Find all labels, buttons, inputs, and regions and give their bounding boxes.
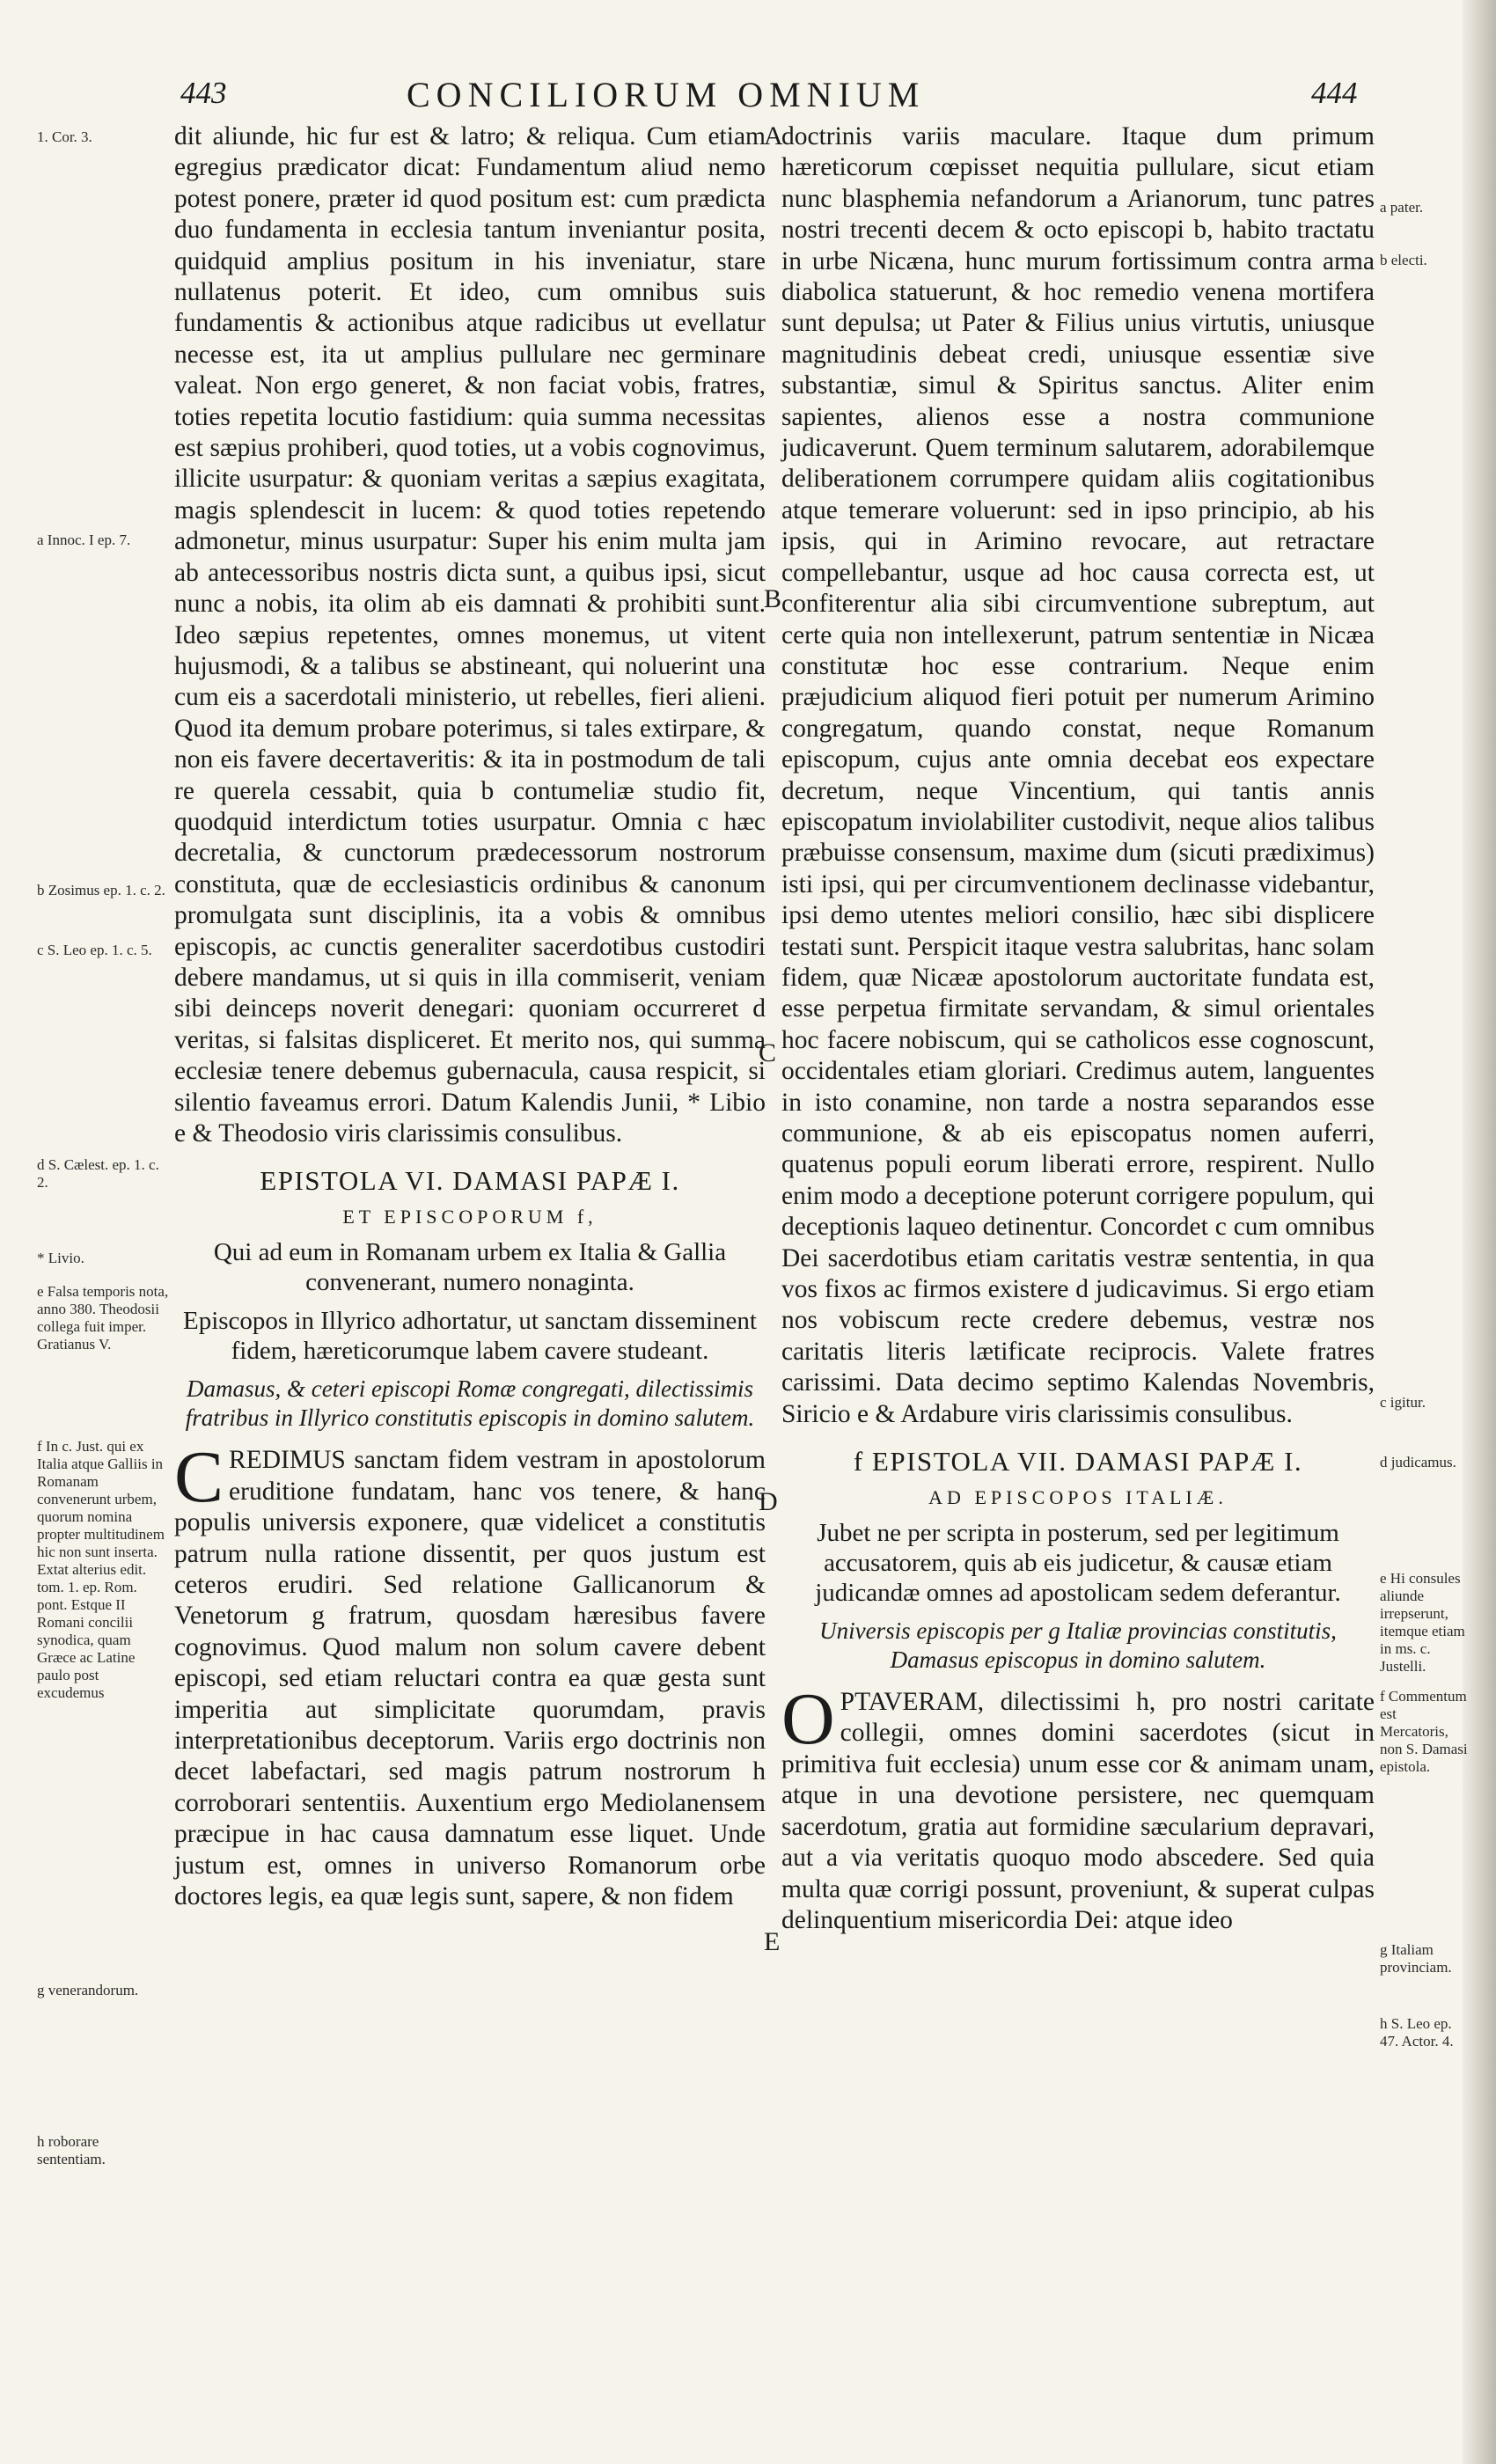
running-title: CONCILIORUM OMNIUM	[407, 75, 926, 114]
margin-note-right: c igitur.	[1380, 1394, 1426, 1411]
epistle-vii-subtitle: AD EPISCOPOS ITALIÆ.	[928, 1486, 1228, 1509]
epistle-vii-title: f EPISTOLA VII. DAMASI PAPÆ I.	[853, 1446, 1303, 1478]
margin-note-left: a Innoc. I ep. 7.	[37, 532, 131, 548]
epistle-vi-body: CREDIMUS sanctam fidem vestram in apostolorum eruditione fundatam, hanc vos tenere, & hanc populis universis exponere, quæ videlicet a constitutis patrum nulla ratione dissentit, per quos justum est ceteros erudiri. Sed relatione Gallicanorum & Venetorum g fratrum, quosdam hæresibus favere cognovimus. Quod malum non solum cavere debent episcopi, sed etiam reluctari contra ea quæ gesta sunt imperitia aut simplicitate quorumdam, pravis interpretationibus deceptorum. Variis ergo doctrinis non decet labefactari, sed magis patrum nostrorum h corroborari sententiis. Auxentium ergo Mediolanensem præcipue in hac causa damnatum esse liquet. Unde justum est, omnes in universo Romanorum orbe doctores legis, ea quæ legis sunt, sapere, & non fidem	[174, 1436, 766, 1911]
section-mark-c: C	[759, 1038, 777, 1067]
margin-note-left: h roborare sententiam.	[37, 2133, 106, 2167]
margin-note-right: d judicamus.	[1380, 1454, 1456, 1470]
margin-note-left: 1. Cor. 3.	[37, 128, 92, 145]
epistle-vi-summary: Episcopos in Illyrico adhortatur, ut sanctam disseminent fidem, hæreticorumque labem cavere studeant.	[182, 1307, 757, 1366]
margin-note-right: f Commentum est Mercatoris, non S. Damasi epistola.	[1380, 1688, 1468, 1775]
epistle-vi-salutation: Damasus, & ceteri episcopi Romæ congregati, dilectissimis fratribus in Illyrico constitutis episcopis in domino salutem.	[185, 1375, 755, 1432]
margin-note-right: a pater.	[1380, 199, 1424, 216]
margin-note-right: b electi.	[1380, 252, 1427, 268]
section-mark-d: D	[759, 1487, 778, 1516]
epistle-vii-summary: Jubet ne per scripta in posterum, sed per legitimum accusatorem, quis ab eis judicetur, & causæ etiam judicandæ omnes ad apostolicam sedem deferantur.	[815, 1519, 1341, 1608]
margin-note-right: g Italiam provinciam.	[1380, 1941, 1452, 1976]
epistle-vii-salutation: Universis episcopis per g Italiæ provincias constitutis, Damasus episcopus in domino salutem.	[819, 1617, 1337, 1674]
section-mark-b: B	[764, 584, 782, 613]
section-mark-e: E	[764, 1927, 781, 1956]
left-top-text: dit aliunde, hic fur est & latro; & reliqua. Cum etiam egregius prædicator dicat: Fundamentum aliud nemo potest ponere, præter id quod positum est: cum prædicta duo fundamenta in ecclesia tantum inveniantur posita, quidquid amplius positum in his inveniatur, stare nullatenus poterit. Et ideo, cum omnibus suis fundamentis & actionibus atque radicibus ut evellatur necesse est, ita ut amplius pullulare nec germinare valeat. Non ergo generet, & non faciat vobis, fratres, toties repetita locutio fastidium: quia summa necessitas est sæpius prohiberi, quod toties, ut a vobis cognovimus, illicite usurpatur: & quoniam veritas a sæpius exagitata, magis splendescit in lucem: & quod toties repetendo admonetur, minus usurpatur: Super his enim multa jam ab antecessoribus nostris dicta sunt, a quibus ipsi, sicut nunc a nobis, ita olim ab eis damnati & prohibiti sunt. Ideo sæpius repetentes, omnes monemus, ut vitent hujusmodi, & a talibus se abstineant, qui noluerint una cum eis a sacerdotali ministerio, ut rebelles, fieri alieni. Quod ita demum probare poterimus, si tales extirpare, & non eis favere decertaveritis: & ita in postmodum de tali re querela cessabit, quia b contumeliæ studio fit, quodquid interdictum toties usurpatur. Omnia c hæc decretalia, & cunctorum prædecessorum nostrorum constituta, quæ de ecclesiasticis ordinibus & canonum promulgata sunt disciplinis, ita a vobis & omnibus episcopis, ac cunctis generaliter sacerdotibus custodiri debere mandamus, ut si quis in illa commiserit, veniam sibi deinceps noverit denegari: quoniam occurreret d veritas, si falsitas displiceret. Et merito nos, qui summa ecclesiæ tenere debemus gubernacula, causa respicit, si silentio faveamus errori. Datum Kalendis Junii, * Libio e & Theodosio viris clarissimis consulibus.	[174, 122, 766, 1148]
margin-note-left: b Zosimus ep. 1. c. 2.	[37, 882, 165, 898]
margin-note-left: c S. Leo ep. 1. c. 5.	[37, 942, 152, 958]
margin-note-left: d S. Cælest. ep. 1. c. 2.	[37, 1156, 159, 1191]
page-edge-shadow	[1463, 0, 1496, 2464]
section-mark-a: A	[764, 121, 783, 150]
left-page-number: 443	[180, 76, 227, 110]
margin-note-left: f In c. Just. qui ex Italia atque Galliis in Romanam convenerunt urbem, quorum nomina propter multitudinem hic non sunt inserta. Extat alterius edit. tom. 1. ep. Rom. pont. Estque II Romani concilii synodica, quam Græce ac Latine paulo post excudemus	[37, 1438, 165, 1701]
epistle-vii-body: OPTAVERAM, dilectissimi h, pro nostri caritate collegii, omnes domini sacerdotes (sicut in primitiva fuit ecclesia) unum esse cor & animam unam, atque in una devotione persistere, nec quemquam sacerdotum, gratia aut formidine sæcularium depravari, aut a via veritatis quoquo modo abscedere. Sed quia multa quæ corrigi possunt, proveniunt, & superat culpas delinquentium misericordia Dei: atque ideo	[781, 1678, 1375, 1934]
margin-note-right: e Hi consules aliunde irrepserunt, itemque etiam in ms. c. Justelli.	[1380, 1570, 1465, 1675]
right-top-text: doctrinis variis maculare. Itaque dum primum hæreticorum cœpisset nequitia pullulare, sicut etiam nunc blasphemia nefandorum a Arianorum, tunc patres nostri trecenti decem & octo episcopi b, habito tractatu in urbe Nicæna, hunc murum fortissimum contra arma diabolica statuerunt, & hoc remedio venena mortifera sunt depulsa; ut Pater & Filius unius virtutis, uniusque magnitudinis debeat credi, uniusque essentiæ sive substantiæ, simul & Spiritus sanctus. Aliter enim sapientes, alienos esse a nostra communione judicaverunt. Quem terminum salutarem, adorabilemque deliberationem corrumpere quidam aliis cogitationibus atque temerare voluerunt: sed in ipso principio, ab his ipsis, qui in Arimino revocare, aut retractare compellebantur, usque ad hoc causa correcta est, ut confiterentur alia sibi circumventione subreptum, aut certe quia non intellexerunt, patrum sententiæ in Nicæa constitutæ hoc esse contrarium. Neque enim præjudicium aliquod fieri potuit per numerum Arimino congregatum, quando constat, neque Romanum episcopum, cujus ante omnia decebat eos expectare decretum, neque Vincentium, qui tantis annis episcopatum inviolabiliter custodivit, neque alios talibus præbuisse consensum, maxime dum (sicuti prædiximus) isti ipsi, qui per circumventionem declinasse videbantur, ipsi demo utentes meliori consilio, hæc sibi displicere testati sunt. Perspicit itaque vestra salubritas, hanc solam fidem, quæ Nicææ apostolorum auctoritate fundata est, esse perpetua firmitate servandam, & simul orientales hoc facere nobiscum, qui se catholicos esse cognoscunt, occidentales etiam gloriari. Credimus autem, languentes in isto conamine, non tarde a nostra separandos esse communione, & ab eis episcopatus nomen auferri, quatenus populi eorum liberati errore, respirent. Nullo enim modo a deceptione poterunt corrigere populum, qui deceptionis laqueo detinentur. Concordet c cum omnibus Dei sacerdotibus etiam caritatis vestræ sententia, in qua vos fixos ac firmos existere d judicavimus. Si ergo etiam nos vobiscum recte credere debemus, vestræ nos caritatis literis lætificate reciprocis. Valete fratres carissimi. Data decimo septimo Kalendas Novembris, Siricio e & Ardabure viris clarissimis consulibus.	[781, 122, 1375, 1428]
epistle-vi-title: EPISTOLA VI. DAMASI PAPÆ I.	[260, 1165, 680, 1197]
left-column	[174, 121, 766, 1913]
epistle-vi-subtitle: ET EPISCOPORUM f,	[342, 1206, 598, 1228]
right-page-number: 444	[1311, 76, 1358, 110]
margin-note-left: e Falsa temporis nota, anno 380. Theodosii collega fuit imper. Gratianus V.	[37, 1283, 169, 1353]
margin-note-left: g venerandorum.	[37, 1982, 139, 1998]
margin-note-right: h S. Leo ep. 47. Actor. 4.	[1380, 2015, 1454, 2050]
margin-note-left: * Livio.	[37, 1250, 84, 1266]
right-column	[781, 121, 1375, 1936]
epistle-vi-description: Qui ad eum in Romanam urbem ex Italia & Gallia convenerant, numero nonaginta.	[213, 1238, 727, 1297]
